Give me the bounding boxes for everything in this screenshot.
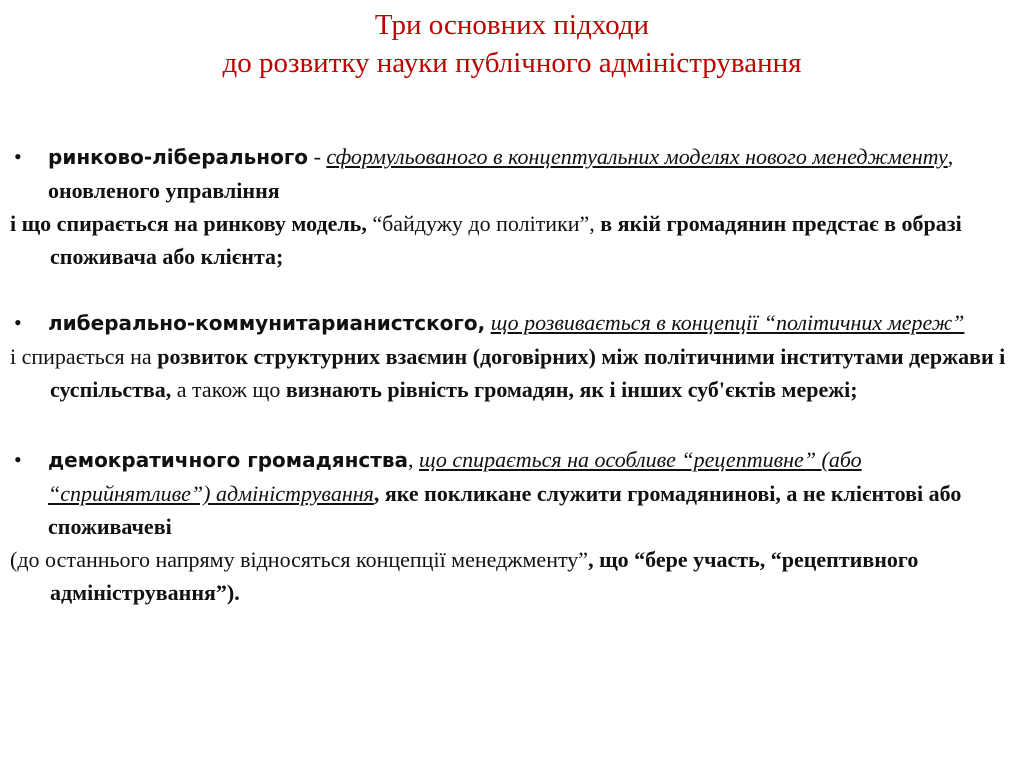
continuation-quote: “байдужу до політики” bbox=[366, 211, 590, 236]
continuation-normal: і спирається на bbox=[10, 344, 158, 369]
continuation-market-liberal bbox=[10, 207, 1014, 273]
bullet-market-liberal bbox=[10, 140, 1014, 207]
spacer bbox=[10, 406, 1014, 443]
punctuation: , bbox=[589, 211, 595, 236]
bullet-icon: • bbox=[14, 310, 22, 335]
continuation-normal: а також що bbox=[171, 377, 286, 402]
title-line-1: Три основних підходи bbox=[374, 9, 650, 41]
continuation-liberal-communitarian bbox=[10, 340, 1014, 406]
spacer bbox=[10, 273, 1014, 306]
continuation-bold: розвиток структурних взаємин (договірних) між політичними інститутами держави і суспільства, bbox=[50, 344, 1006, 402]
punctuation: , bbox=[947, 144, 954, 169]
bullet-icon: • bbox=[14, 144, 22, 169]
approach-description: що спирається на особливе “рецептивне” (або “сприйнятливе”) адміністрування bbox=[48, 447, 862, 506]
approach-description: сформульованого в концептуальних моделях нового менеджменту bbox=[326, 144, 948, 169]
approach-tail: , яке покликане служити громадянинові, а не клієнтові або споживачеві bbox=[48, 481, 962, 539]
continuation-bold: , що “бере участь, “рецептивного адміністрування”). bbox=[50, 547, 919, 605]
dash-separator: - bbox=[308, 144, 327, 169]
punctuation: , bbox=[408, 447, 414, 472]
continuation-democratic-citizenship bbox=[10, 543, 1014, 609]
approach-term: демократичного громадянства bbox=[48, 448, 408, 472]
slide-body bbox=[10, 140, 1014, 609]
approach-tail: оновленого управління bbox=[48, 178, 280, 203]
bullet-icon: • bbox=[14, 447, 22, 472]
continuation-bold: визнають рівність громадян, як і інших суб'єктів мережі; bbox=[285, 377, 858, 402]
title-line-2: до розвитку науки публічного адміністрування bbox=[222, 47, 802, 79]
approach-term: ринково-ліберального bbox=[48, 145, 309, 169]
bullet-liberal-communitarian bbox=[10, 306, 1014, 340]
slide-title bbox=[0, 6, 1024, 82]
bullet-democratic-citizenship bbox=[10, 443, 1014, 543]
continuation-normal: (до останнього напряму відносяться концепції менеджменту” bbox=[10, 547, 589, 572]
continuation-bold: в якій громадянин предстає в образі споживача або клієнта; bbox=[50, 211, 962, 269]
approach-term: либерально-коммунитарианистского, bbox=[48, 311, 486, 335]
continuation-bold: і що спирається на ринкову модель, bbox=[10, 211, 367, 236]
approach-description: що розвивається в концепції “політичних мереж” bbox=[490, 310, 965, 335]
